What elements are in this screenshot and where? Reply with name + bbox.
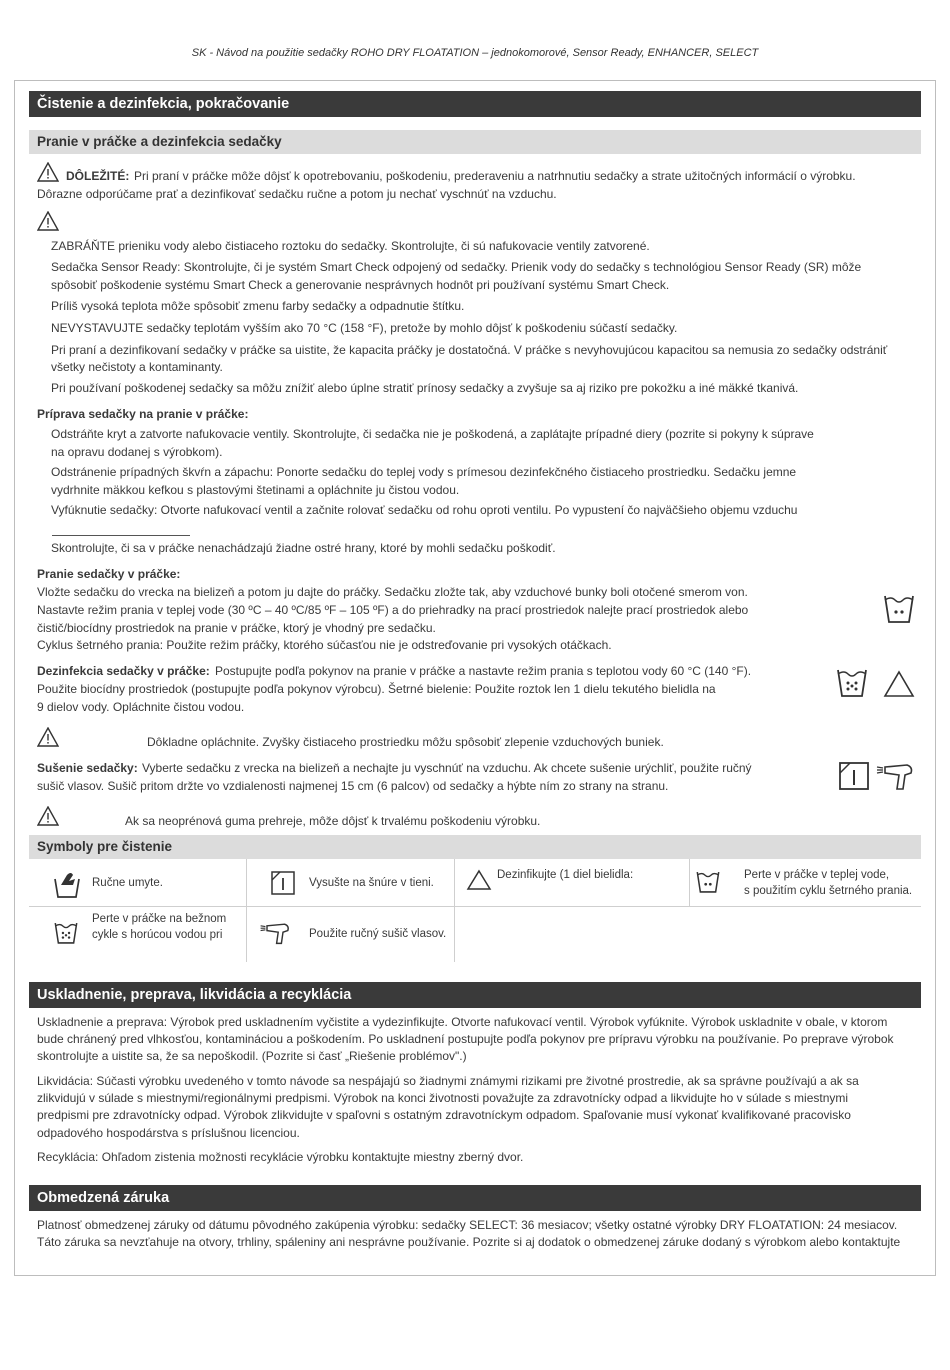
disinfect-title: Dezinfekcia sedačky v práčke: [37, 664, 210, 678]
hair-dryer-icon [875, 761, 915, 791]
storage-text: skontrolujte a uistite sa, že sa nepoškodil. (Pozrite si časť „Riešenie problémov".) [37, 1049, 467, 1063]
warning-text: Pri používaní poškodenej sedačky sa môžu znížiť alebo úplne stratiť prínosy sedačky a zvyšuje sa aj riziko pre pokožku a iné mäkké tkanivá. [51, 381, 799, 395]
dry-text: sušič vlasov. Sušič pritom držte vo vzdialenosti najmenej 15 cm (6 palcov) od sedačky a hýbte ním zo strany na stranu. [37, 779, 669, 793]
warranty-text: Táto záruka sa nevzťahuje na otvory, trhliny, spáleniny ani nesprávne používanie. Pozrite si aj dodatok o obmedzenej záruke dodaný s výrobkom alebo kontaktujte [37, 1235, 901, 1249]
prep-text: Skontrolujte, či sa v práčke nenachádzajú žiadne ostré hrany, ktoré by mohli sedačku poškodiť. [51, 541, 556, 555]
hot-wash-icon [53, 920, 79, 946]
wash-text: čistič/biocídny prostriedok na pranie v práčke, ktorý je vhodný pre sedačku. [37, 621, 436, 635]
dry-text: Vyberte sedačku z vrecka na bielizeň a nechajte ju vyschnúť na vzduchu. Ak chcete sušenie urýchliť, použite ručný [142, 761, 752, 775]
warning-icon [37, 162, 59, 182]
bleach-triangle-icon [883, 670, 915, 698]
symbols-table [29, 859, 921, 962]
important-text: Pri praní v práčke môže dôjsť k opotrebovaniu, poškodeniu, prederaveniu a natrhnutiu sedačky a strate užitočných informácií o výrobku. [134, 169, 856, 183]
wash-text: Nastavte režim prania v teplej vode (30 ºC – 40 ºC/85 ºF – 105 ºF) a do priehradky na prací prostriedok nalejte prací prostriedok alebo [37, 603, 749, 617]
rinse-warning: Dôkladne opláchnite. Zvyšky čistiaceho prostriedku môžu spôsobiť zlepenie vzduchových buniek. [147, 735, 664, 749]
disposal-text: odpadového hospodárstva s príslušnou licenciou. [37, 1126, 300, 1140]
warm-wash-icon [883, 592, 915, 626]
symbol-label: Perte v práčke v teplej vode, [744, 869, 890, 881]
warm-wash-icon [695, 869, 721, 895]
hand-wash-icon [53, 869, 81, 899]
disposal-text: predpismi pre zdravotnícky odpad. Výrobok zlikvidujte v spaľovni s ostatným zdravotníckym odpadom. Spaľovanie musí vykonať kvalifikované pracovisko [37, 1108, 851, 1122]
warning-text: Príliš vysoká teplota môže spôsobiť zmenu farby sedačky a odpadnutie štítku. [51, 299, 465, 313]
subsection-title-symbols: Symboly pre čistenie [29, 835, 921, 859]
warning-text: všetky nečistoty a kontaminanty. [51, 360, 223, 374]
prep-text: Odstráňte kryt a zatvorte nafukovacie ventily. Skontrolujte, či sedačka nie je poškodená, a zaplátajte prípadné diery (pozrite si pokyny k súprave [51, 427, 814, 441]
subsection-title-washing: Pranie v práčke a dezinfekcia sedačky [29, 130, 921, 154]
bleach-triangle-icon [466, 869, 492, 891]
warning-icon [37, 211, 59, 231]
storage-text: bude chránený pred vlhkosťou, kontamináciou a poškodením. Po uskladnení postupujte podľa pokynov pre prípravu výrobku na používanie. Po preprave výrobok [37, 1032, 894, 1046]
symbol-label: Vysušte na šnúre v tieni. [309, 877, 434, 889]
warning-icon [37, 727, 59, 747]
symbol-label: cykle s horúcou vodou pri [92, 929, 223, 941]
hair-dryer-icon [259, 921, 291, 945]
symbol-label: s použitím cyklu šetrného prania. [744, 885, 913, 897]
disposal-text: zlikvidujú v súlade s miestnymi/regionálnymi predpismi. Výrobok na konci životnosti považujte za zdravotnícky odpad a likvidujte ho v súlade s miestnymi [37, 1091, 849, 1105]
divider [52, 535, 190, 536]
prep-text: vydrhnite mäkkou kefkou s plastovými štetinami a opláchnite ju čistou vodou. [51, 483, 460, 497]
important-text: Dôrazne odporúčame prať a dezinfikovať sedačku ručne a potom ju nechať vyschnúť na vzduchu. [37, 187, 557, 201]
hot-wash-icon [835, 666, 869, 700]
disinfect-text: Použite biocídny prostriedok (postupujte podľa pokynov výrobcu). Šetrné bielenie: Použite roztok len 1 dielu tekutého bielidla na [37, 682, 716, 696]
symbol-label: Perte v práčke na bežnom [92, 913, 227, 925]
warning-text: Sedačka Sensor Ready: Skontrolujte, či je systém Smart Check odpojený od sedačky. Prienik vody do sedačky s technológiou Sensor Ready (SR) môže [51, 260, 862, 274]
warranty-text: Platnosť obmedzenej záruky od dátumu pôvodného zakúpenia výrobku: sedačky SELECT: 36 mesiacov; všetky ostatné výrobky DRY FLOATATION: 24 mesiacov. [37, 1218, 898, 1232]
important-label: DÔLEŽITÉ: [66, 169, 130, 183]
line-dry-shade-icon [838, 761, 870, 791]
line-dry-shade-icon [271, 871, 295, 895]
prep-title: Príprava sedačky na pranie v práčke: [37, 407, 249, 421]
disinfect-text: 9 dielov vody. Opláchnite čistou vodou. [37, 700, 245, 714]
neoprene-warning: Ak sa neoprénová guma prehreje, môže dôjsť k trvalému poškodeniu výrobku. [125, 814, 541, 828]
symbol-label: Ručne umyte. [92, 877, 163, 889]
section-title-cleaning: Čistenie a dezinfekcia, pokračovanie [29, 91, 921, 117]
prep-text: Vyfúknutie sedačky: Otvorte nafukovací ventil a začnite rolovať sedačku od rohu oproti ventilu. Po vypustení čo najväčšieho objemu vzduchu [51, 503, 798, 517]
prep-text: Odstránenie prípadných škvŕn a zápachu: Ponorte sedačku do teplej vody s prímesou dezinfekčného čistiaceho prostriedku. Sedačku jemne [51, 465, 797, 479]
prep-text: na opravu dodanej s výrobkom). [51, 445, 223, 459]
symbol-label: Použite ručný sušič vlasov. [309, 928, 447, 940]
document-header: SK - Návod na použitie sedačky ROHO DRY FLOATATION – jednokomorové, Sensor Ready, ENHANCER, SELECT [191, 47, 759, 59]
dry-title: Sušenie sedačky: [37, 761, 138, 775]
section-title-warranty: Obmedzená záruka [29, 1185, 921, 1211]
warning-text: NEVYSTAVUJTE sedačky teplotám vyšším ako 70 °C (158 °F), pretože by mohlo dôjsť k poškodeniu súčastí sedačky. [51, 321, 678, 335]
warning-icon [37, 806, 59, 826]
warning-text: ZABRÁŇTE prieniku vody alebo čistiaceho roztoku do sedačky. Skontrolujte, či sú nafukovacie ventily zatvorené. [51, 239, 650, 253]
storage-text: Uskladnenie a preprava: Výrobok pred uskladnením vyčistite a vydezinfikujte. Otvorte nafukovací ventil. Výrobok vyfúknite. Výrobok uskladnite v obale, v ktorom [37, 1015, 888, 1029]
symbol-label: Dezinfikujte (1 diel bielidla: [497, 869, 634, 881]
section-title-storage: Uskladnenie, preprava, likvidácia a recyklácia [29, 982, 921, 1008]
wash-text: Vložte sedačku do vrecka na bielizeň a potom ju dajte do práčky. Sedačku zložte tak, aby vzduchové bunky boli otočené smerom von. [37, 585, 748, 599]
warning-text: Pri praní a dezinfikovaní sedačky v práčke sa uistite, že kapacita práčky je dostatočná. V práčke s nevyhovujúcou kapacitou sa nemusia zo sedačky odstrániť [51, 343, 888, 357]
wash-title: Pranie sedačky v práčke: [37, 567, 181, 581]
recycling-text: Recyklácia: Ohľadom zistenia možnosti recyklácie výrobku kontaktujte miestny zberný dvor. [37, 1150, 524, 1164]
disposal-text: Likvidácia: Súčasti výrobku uvedeného v tomto návode sa nespájajú so žiadnymi známymi rizikami pre životné prostredie, ak sa správne používajú a ak sa [37, 1074, 859, 1088]
wash-text: Cyklus šetrného prania: Použite režim práčky, ktorého súčasťou nie je odstreďovanie pri vysokých otáčkach. [37, 638, 612, 652]
warning-text: spôsobiť poškodenie systému Smart Check a generovanie nesprávnych hodnôt pri používaní systému Smart Check. [51, 278, 670, 292]
disinfect-text: Postupujte podľa pokynov na pranie v práčke a nastavte režim prania s teplotou vody 60 °C (140 °F). [215, 664, 752, 678]
